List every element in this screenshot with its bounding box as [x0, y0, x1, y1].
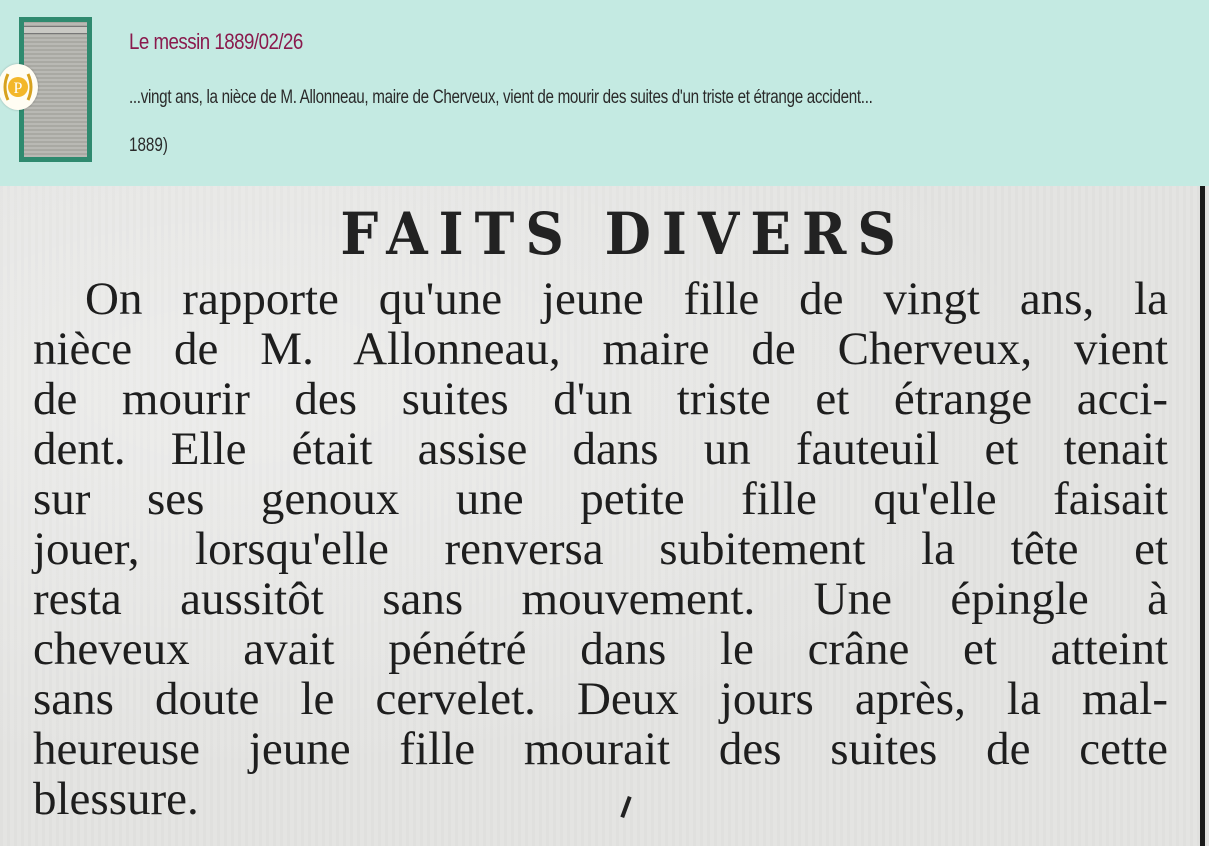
clipping-text [33, 274, 1168, 824]
svg-text:P: P [13, 80, 23, 97]
clipping-line: blessure. [33, 773, 199, 825]
clipping-heading: FAITS DIVERS [340, 200, 908, 268]
thumbnail-masthead [24, 26, 87, 34]
clipping-line: de mourir des suites d'un triste et étrange acci- [33, 373, 1168, 425]
search-result-card [0, 0, 1209, 186]
clipping-line: sans doute le cervelet. Deux jours après, la mal- [33, 673, 1168, 725]
clipping-line: On rapporte qu'une jeune fille de vingt ans, la [85, 273, 1168, 325]
clipping-line: heureuse jeune fille mourait des suites de cette [33, 723, 1168, 775]
premium-badge-icon [0, 64, 38, 110]
result-title-link[interactable]: Le messin 1889/02/26 [129, 29, 303, 54]
column-rule [1200, 186, 1205, 846]
clipping-line: cheveux avait pénétré dans le crâne et atteint [33, 623, 1168, 675]
result-snippet: ...vingt ans, la nièce de M. Allonneau, maire de Cherveux, vient de mourir des suites d'un triste et étrange accident... [129, 87, 873, 108]
clipping-line: nièce de M. Allonneau, maire de Cherveux, vient [33, 323, 1168, 375]
clipping-line: resta aussitôt sans mouvement. Une épingle à [33, 573, 1168, 625]
result-date-suffix: 1889) [129, 135, 168, 156]
clipping-line: jouer, lorsqu'elle renversa subitement la tête et [33, 523, 1168, 575]
clipping-line: dent. Elle était assise dans un fauteuil et tenait [33, 423, 1168, 475]
laurel-p-icon [0, 64, 38, 110]
clipping-line: sur ses genoux une petite fille qu'elle faisait [33, 473, 1168, 525]
newspaper-clipping-image [0, 186, 1209, 846]
